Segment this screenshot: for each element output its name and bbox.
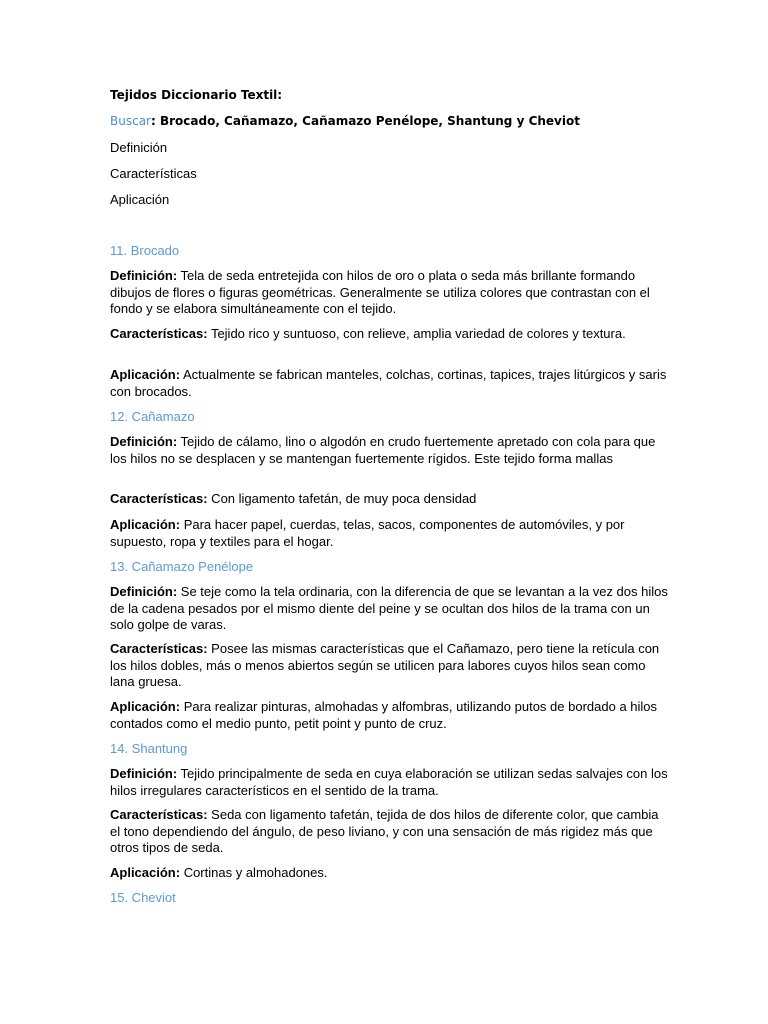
shantung-definicion — [110, 766, 670, 799]
document-title: Tejidos Diccionario Textil: — [110, 88, 283, 102]
brocado-caracteristicas — [110, 326, 670, 343]
aplicacion-text: Cortinas y almohadones. — [180, 865, 328, 880]
caracteristicas-text: Tejido rico y suntuoso, con relieve, amplia variedad de colores y textura. — [207, 326, 626, 341]
definicion-text: Tejido principalmente de seda en cuya elaboración se utilizan sedas salvajes con los hilos irregulares característicos en el sentido de la trama. — [110, 766, 668, 798]
toc-item-caracteristicas: Características — [110, 166, 197, 181]
caracteristicas-label: Características: — [110, 491, 208, 506]
aplicacion-label: Aplicación: — [110, 367, 181, 382]
aplicacion-text: Para hacer papel, cuerdas, telas, sacos, componentes de automóviles, y por supuesto, ropa y textiles para el hogar. — [110, 517, 625, 549]
definicion-text: Se teje como la tela ordinaria, con la diferencia de que se levantan a la vez dos hilos de la cadena pesados por el mismo diente del peine y se ocultan dos hilos de la trama con un solo golpe de varas. — [110, 584, 668, 632]
caracteristicas-label: Características: — [110, 641, 208, 656]
aplicacion-text: Actualmente se fabrican manteles, colchas, cortinas, tapices, trajes litúrgicos y saris con brocados. — [110, 367, 667, 399]
caracteristicas-label: Características: — [110, 807, 208, 822]
aplicacion-label: Aplicación: — [110, 865, 181, 880]
canamazo-definicion — [110, 434, 670, 467]
brocado-definicion — [110, 268, 670, 318]
aplicacion-label: Aplicación: — [110, 517, 181, 532]
definicion-label: Definición: — [110, 434, 178, 449]
penelope-definicion — [110, 584, 670, 634]
definicion-text: Tela de seda entretejida con hilos de oro o plata o seda más brillante formando dibujos de flores o figuras geométricas. Generalmente se utiliza colores que contrastan con el fondo y se elabora simultáneamente con el tejido. — [110, 268, 650, 316]
penelope-aplicacion — [110, 699, 670, 732]
caracteristicas-text: Con ligamento tafetán, de muy poca densidad — [207, 491, 477, 506]
definicion-label: Definición: — [110, 584, 178, 599]
shantung-caracteristicas — [110, 807, 670, 857]
definicion-label: Definición: — [110, 268, 178, 283]
canamazo-caracteristicas — [110, 491, 670, 508]
canamazo-aplicacion — [110, 517, 670, 550]
caracteristicas-label: Características: — [110, 326, 208, 341]
aplicacion-text: Para realizar pinturas, almohadas y alfombras, utilizando putos de bordado a hilos contados como el medio punto, petit point y punto de cruz. — [110, 699, 658, 731]
section-heading-shantung: 14. Shantung — [110, 741, 188, 756]
caracteristicas-text: Seda con ligamento tafetán, tejida de dos hilos de diferente color, que cambia el tono dependiendo del ángulo, de peso liviano, y con una sensación de más rigidez más que otros tipos de seda. — [110, 807, 659, 855]
penelope-caracteristicas — [110, 641, 670, 691]
search-line — [110, 114, 580, 128]
definicion-label: Definición: — [110, 766, 178, 781]
search-label: Buscar — [110, 114, 151, 128]
section-heading-brocado: 11. Brocado — [110, 243, 180, 258]
toc-item-definicion: Definición — [110, 140, 168, 155]
definicion-text: Tejido de cálamo, lino o algodón en crudo fuertemente apretado con cola para que los hilos no se desplacen y se mantengan fuertemente rígidos. Este tejido forma mallas — [110, 434, 656, 466]
aplicacion-label: Aplicación: — [110, 699, 181, 714]
toc-item-aplicacion: Aplicación — [110, 192, 170, 207]
caracteristicas-text: Posee las mismas características que el Cañamazo, pero tiene la retícula con los hilos dobles, más o menos abiertos según se utilicen para labores cuyos hilos sean como lana gruesa. — [110, 641, 660, 689]
section-heading-canamazo: 12. Cañamazo — [110, 409, 195, 424]
search-terms: : Brocado, Cañamazo, Cañamazo Penélope, Shantung y Cheviot — [150, 114, 580, 128]
section-heading-canamazo-penelope: 13. Cañamazo Penélope — [110, 559, 254, 574]
section-heading-cheviot: 15. Cheviot — [110, 890, 176, 905]
shantung-aplicacion — [110, 865, 670, 882]
brocado-aplicacion — [110, 367, 670, 400]
